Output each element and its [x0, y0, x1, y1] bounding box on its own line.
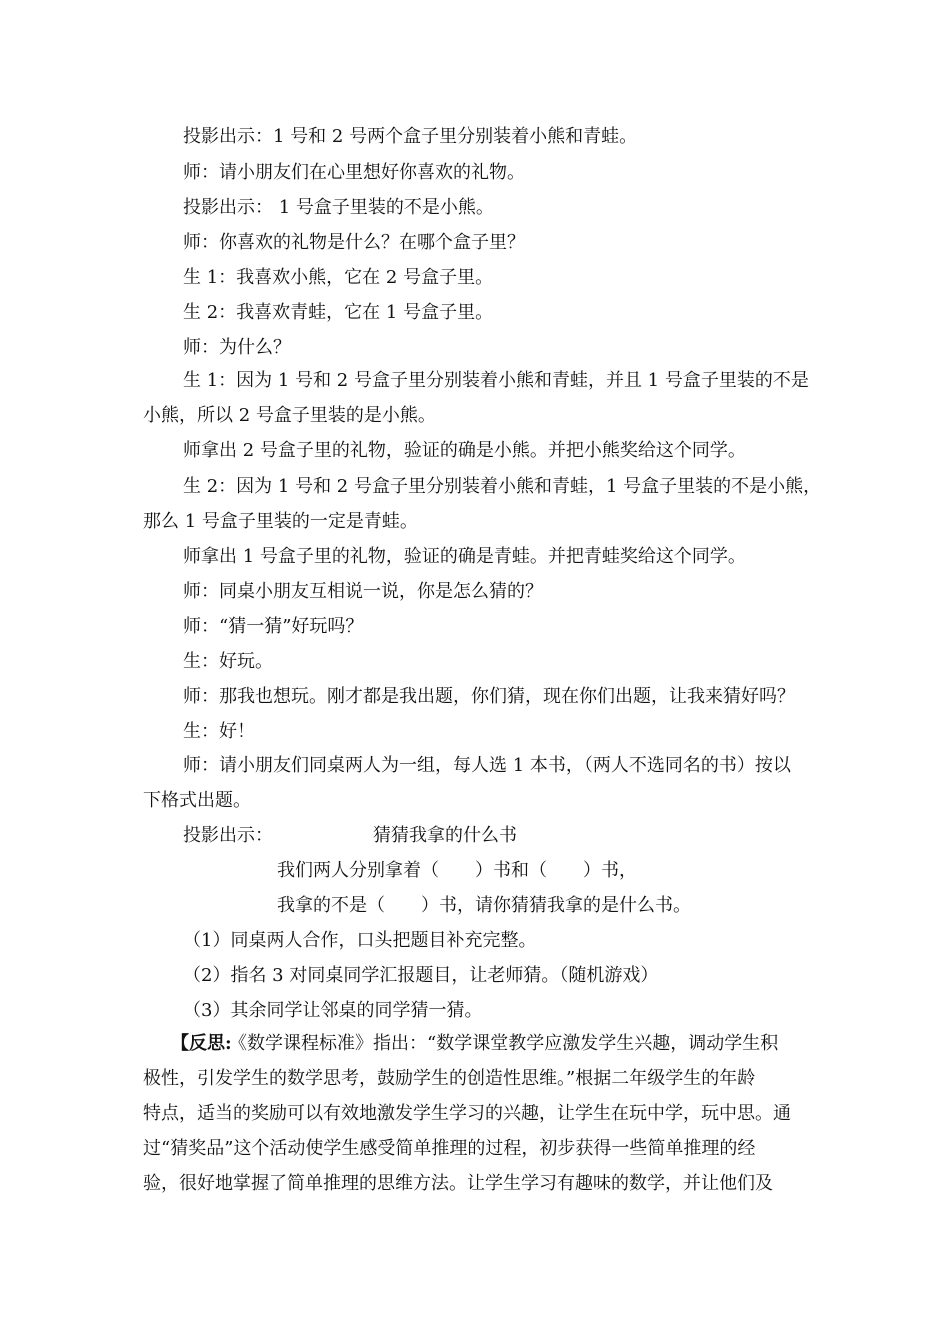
- text-line: 生：好玩。: [183, 651, 273, 672]
- text-line: 生 1：因为 1 号和 2 号盒子里分别装着小熊和青蛙，并且 1 号盒子里装的不是: [183, 370, 809, 391]
- text-line: 生 2：因为 1 号和 2 号盒子里分别装着小熊和青蛙，1 号盒子里装的不是小熊，: [183, 476, 822, 497]
- text-line: 投影出示：1 号和 2 号两个盒子里分别装着小熊和青蛙。: [183, 126, 638, 147]
- text-line: 那么 1 号盒子里装的一定是青蛙。: [143, 511, 418, 532]
- text-line: （2）指名 3 对同桌同学汇报题目，让老师猜。（随机游戏）: [183, 965, 659, 986]
- text-line: 特点，适当的奖励可以有效地激发学生学习的兴趣，让学生在玩中学，玩中思。通: [143, 1103, 791, 1124]
- text-line: 师：那我也想玩。刚才都是我出题，你们猜，现在你们出题，让我来猜好吗？: [183, 686, 795, 707]
- text-line: 师：请小朋友们在心里想好你喜欢的礼物。: [183, 162, 525, 183]
- text-line: 师拿出 1 号盒子里的礼物，验证的确是青蛙。并把青蛙奖给这个同学。: [183, 546, 746, 567]
- text-line: 过“猜奖品”这个活动使学生感受简单推理的过程，初步获得一些简单推理的经: [143, 1138, 756, 1159]
- text-line: 投影出示： 1 号盒子里装的不是小熊。: [183, 197, 494, 218]
- text-line: 师：为什么？: [183, 337, 291, 358]
- text-line: 生：好！: [183, 721, 255, 742]
- text-line: 师：“猜一猜”好玩吗？: [183, 616, 364, 637]
- text-line: 生 1：我喜欢小熊，它在 2 号盒子里。: [183, 267, 494, 288]
- text-line: 我们两人分别拿着（ ）书和（ ）书，: [277, 860, 637, 881]
- projection-title: 猜猜我拿的什么书: [373, 825, 517, 846]
- text-line: 师：同桌小朋友互相说一说，你是怎么猜的？: [183, 581, 543, 602]
- text-line: 《数学课程标准》指出：“数学课堂教学应激发学生兴趣，调动学生积: [229, 1033, 779, 1054]
- text-line: 投影出示：: [183, 825, 273, 846]
- text-line: 师：你喜欢的礼物是什么？在哪个盒子里？: [183, 232, 525, 253]
- text-line: 小熊，所以 2 号盒子里装的是小熊。: [143, 405, 436, 426]
- text-line: 师拿出 2 号盒子里的礼物，验证的确是小熊。并把小熊奖给这个同学。: [183, 440, 746, 461]
- text-line: 极性，引发学生的数学思考，鼓励学生的创造性思维。”根据二年级学生的年龄: [143, 1068, 756, 1089]
- text-line: 我拿的不是（ ）书，请你猜猜我拿的是什么书。: [277, 895, 691, 916]
- text-line: 生 2：我喜欢青蛙，它在 1 号盒子里。: [183, 302, 494, 323]
- text-line: 师：请小朋友们同桌两人为一组，每人选 1 本书，（两人不选同名的书）按以: [183, 755, 791, 776]
- text-line: （3）其余同学让邻桌的同学猜一猜。: [183, 1000, 483, 1021]
- text-line: （1）同桌两人合作，口头把题目补充完整。: [183, 930, 537, 951]
- text-line: 验，很好地掌握了简单推理的思维方法。让学生学习有趣味的数学，并让他们及: [143, 1173, 773, 1194]
- reflection-heading: 【反思:: [171, 1033, 232, 1054]
- text-line: 下格式出题。: [143, 790, 251, 811]
